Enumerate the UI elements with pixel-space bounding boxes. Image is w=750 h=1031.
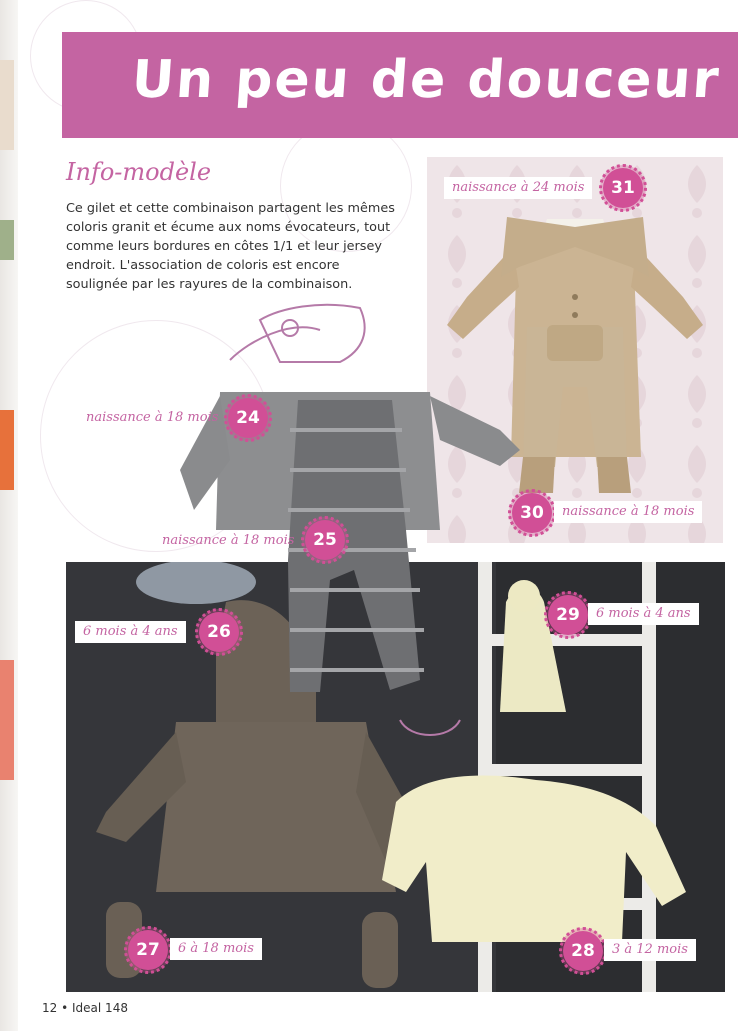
info-body: Ce gilet et cette combinaison partagent les mêmes coloris granit et écume aux noms évocateurs, tout comme leurs bordures en côtes 1/1 et leur jersey endroit. L'association de coloris est encore soulignée par les rayures de la combinaison. (66, 201, 395, 292)
size-label: 3 à 12 mois (604, 939, 696, 961)
page-number: 12 (42, 1001, 58, 1015)
size-label: naissance à 18 mois (162, 533, 295, 548)
size-label: 6 mois à 4 ans (75, 621, 186, 643)
footer-separator: • (61, 1001, 69, 1015)
model-number-badge: 27 (128, 930, 168, 970)
model-number-badge: 25 (305, 520, 345, 560)
model-number-badge: 28 (563, 931, 603, 971)
spine-strip (0, 410, 14, 490)
grey-striped-set (180, 300, 540, 740)
binding-spine (0, 0, 18, 1031)
model-number-badge: 29 (548, 595, 588, 635)
model-number-badge: 26 (199, 612, 239, 652)
page-title: Un peu de douceur (129, 50, 723, 110)
model-number-badge: 31 (603, 168, 643, 208)
model-number-badge: 30 (512, 493, 552, 533)
spine-strip (0, 220, 14, 260)
spine-strip (0, 60, 14, 150)
title-banner (62, 32, 738, 138)
size-label: 6 mois à 4 ans (588, 603, 699, 625)
magazine-name: Ideal 148 (72, 1001, 128, 1015)
model-number-badge: 24 (228, 398, 268, 438)
size-label: 6 à 18 mois (170, 938, 262, 960)
size-label: naissance à 24 mois (444, 177, 592, 199)
spine-strip (0, 660, 14, 780)
size-label: naissance à 18 mois (554, 501, 702, 523)
page-footer (42, 1001, 128, 1015)
info-title: Info-modèle (66, 158, 212, 186)
size-label: naissance à 18 mois (86, 410, 219, 425)
